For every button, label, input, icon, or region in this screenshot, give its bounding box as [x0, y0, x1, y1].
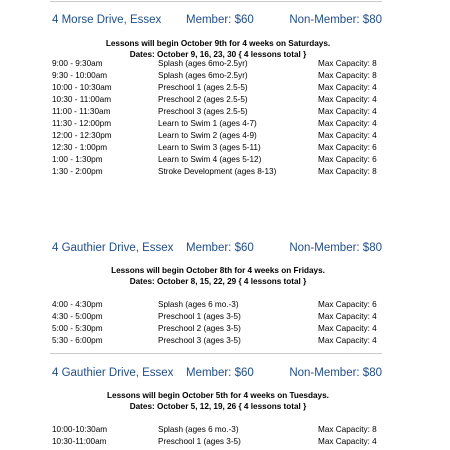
capacity-cell: Max Capacity: 4 — [318, 131, 377, 140]
class-cell: Stroke Development (ages 8-13) — [158, 167, 277, 176]
table-row — [52, 131, 384, 141]
capacity-cell: Max Capacity: 4 — [318, 107, 377, 116]
location-title: 4 Gauthier Drive, Essex — [52, 242, 174, 254]
class-cell: Splash (ages 6mo-2.5yr) — [158, 71, 248, 80]
time-cell: 10:30 - 11:00am — [52, 95, 112, 104]
time-cell: 10:30-11:00am — [52, 437, 107, 446]
class-cell: Learn to Swim 2 (ages 4-9) — [158, 131, 257, 140]
time-cell: 11:00 - 11:30am — [52, 107, 111, 116]
class-cell: Preschool 2 (ages 3-5) — [158, 324, 241, 333]
table-row — [52, 425, 384, 435]
time-cell: 12:30 - 1:00pm — [52, 143, 108, 152]
capacity-cell: Max Capacity: 6 — [318, 155, 377, 164]
table-row — [52, 83, 384, 93]
member-price: Member: $60 — [186, 367, 254, 379]
time-cell: 4:30 - 5:00pm — [52, 312, 103, 321]
time-cell: 10:00-10:30am — [52, 425, 108, 434]
class-cell: Preschool 2 (ages 2.5-5) — [158, 95, 248, 104]
capacity-cell: Max Capacity: 8 — [318, 71, 377, 80]
time-cell: 1:00 - 1:30pm — [52, 155, 103, 164]
capacity-cell: Max Capacity: 4 — [318, 83, 377, 92]
capacity-cell: Max Capacity: 4 — [318, 119, 377, 128]
section-intro — [50, 38, 386, 60]
class-cell: Preschool 3 (ages 3-5) — [158, 336, 241, 345]
class-cell: Preschool 1 (ages 3-5) — [158, 437, 241, 446]
capacity-cell: Max Capacity: 8 — [318, 167, 377, 176]
time-cell: 10:00 - 10:30am — [52, 83, 112, 92]
non-member-price: Non-Member: $80 — [289, 242, 382, 254]
class-cell: Preschool 1 (ages 3-5) — [158, 312, 241, 321]
time-cell: 5:00 - 5:30pm — [52, 324, 103, 333]
table-row — [52, 312, 384, 322]
start-info: Lessons will begin October 9th for 4 weeks on Saturdays. — [105, 39, 331, 48]
class-cell: Learn to Swim 4 (ages 5-12) — [158, 155, 262, 164]
section-header — [52, 367, 382, 383]
section-header — [52, 242, 382, 258]
capacity-cell: Max Capacity: 6 — [318, 143, 377, 152]
section-divider — [50, 1, 382, 2]
section-header — [52, 14, 382, 30]
time-cell: 11:30 - 12:00pm — [52, 119, 112, 128]
member-price: Member: $60 — [186, 14, 254, 26]
start-info: Lessons will begin October 8th for 4 weeks on Fridays. — [111, 266, 325, 275]
time-cell: 1:30 - 2:00pm — [52, 167, 103, 176]
class-cell: Learn to Swim 1 (ages 4-7) — [158, 119, 257, 128]
capacity-cell: Max Capacity: 4 — [318, 95, 377, 104]
capacity-cell: Max Capacity: 8 — [318, 425, 377, 434]
member-price: Member: $60 — [186, 242, 254, 254]
table-row — [52, 324, 384, 334]
location-title: 4 Morse Drive, Essex — [52, 14, 162, 26]
capacity-cell: Max Capacity: 8 — [318, 59, 377, 68]
section-intro — [50, 390, 386, 412]
capacity-cell: Max Capacity: 6 — [318, 300, 377, 309]
class-cell: Preschool 3 (ages 2.5-5) — [158, 107, 248, 116]
time-cell: 12:00 - 12:30pm — [52, 131, 112, 140]
time-cell: 9:30 - 10:00am — [52, 71, 108, 80]
time-cell: 4:00 - 4:30pm — [52, 300, 103, 309]
capacity-cell: Max Capacity: 4 — [318, 312, 377, 321]
table-row — [52, 167, 384, 177]
table-row — [52, 437, 384, 447]
capacity-cell: Max Capacity: 4 — [318, 324, 377, 333]
dates-info: Dates: October 8, 15, 22, 29 { 4 lessons total } — [129, 277, 307, 286]
class-cell: Splash (ages 6 mo.-3) — [158, 425, 239, 434]
time-cell: 9:00 - 9:30am — [52, 59, 103, 68]
table-row — [52, 119, 384, 129]
class-cell: Preschool 1 (ages 2.5-5) — [158, 83, 248, 92]
table-row — [52, 143, 384, 153]
class-cell: Learn to Swim 3 (ages 5-11) — [158, 143, 261, 152]
section-divider — [50, 353, 382, 354]
location-title: 4 Gauthier Drive, Essex — [52, 367, 174, 379]
table-row — [52, 155, 384, 165]
table-row — [52, 59, 384, 69]
table-row — [52, 107, 384, 117]
section-intro — [50, 265, 386, 287]
dates-info: Dates: October 5, 12, 19, 26 { 4 lessons total } — [129, 402, 307, 411]
time-cell: 5:30 - 6:00pm — [52, 336, 103, 345]
non-member-price: Non-Member: $80 — [289, 14, 382, 26]
capacity-cell: Max Capacity: 4 — [318, 437, 377, 446]
table-row — [52, 95, 384, 105]
non-member-price: Non-Member: $80 — [289, 367, 382, 379]
dates-info: Dates: October 9, 16, 23, 30 { 4 lessons total } — [129, 50, 307, 59]
class-cell: Splash (ages 6mo-2.5yr) — [158, 59, 248, 68]
table-row — [52, 336, 384, 346]
capacity-cell: Max Capacity: 4 — [318, 336, 377, 345]
table-row — [52, 71, 384, 81]
table-row — [52, 300, 384, 310]
class-cell: Splash (ages 6 mo.-3) — [158, 300, 239, 309]
start-info: Lessons will begin October 5th for 4 weeks on Tuesdays. — [107, 391, 329, 400]
